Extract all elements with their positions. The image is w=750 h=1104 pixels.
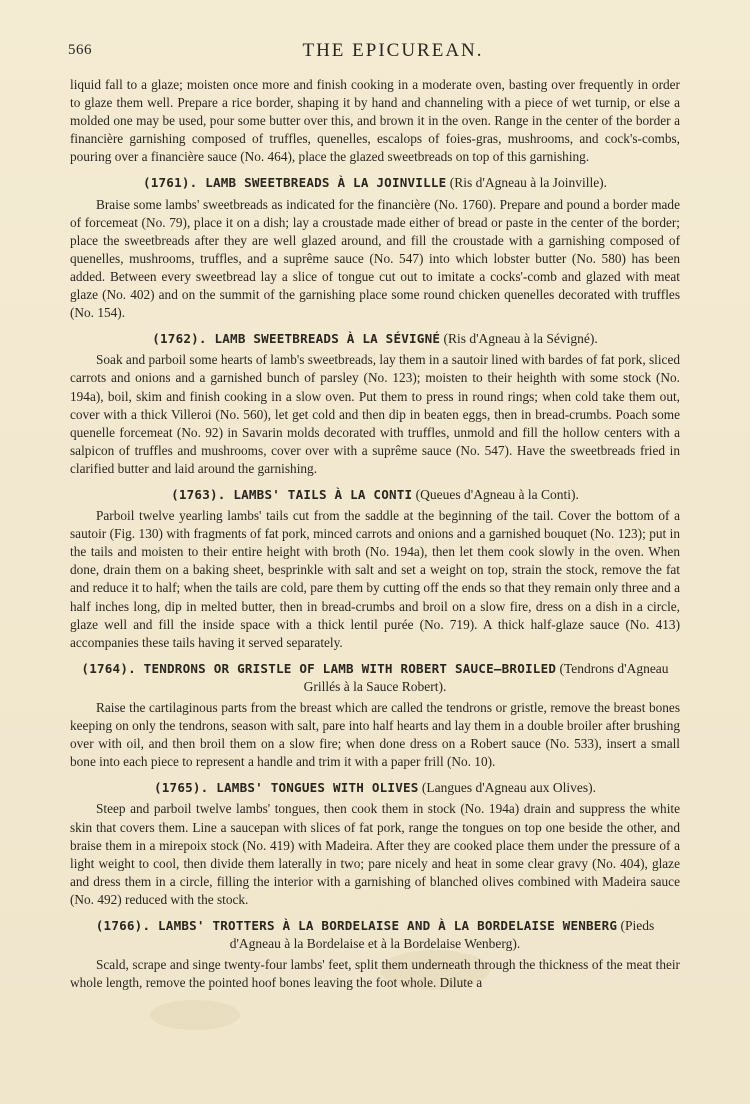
recipe-heading-1764: [70, 660, 680, 696]
recipe-heading-1761: [70, 174, 680, 192]
recipe-title: (1761). LAMB SWEETBREADS À LA JOINVILLE: [142, 175, 447, 191]
recipe-text-1764: Raise the cartilaginous parts from the breast which are called the tendrons or gristle, remove the breast bones keeping on only the tendrons, season with salt, pare into half hearts and lay them in a double broiler after brushing over with oil, and then broil them on a slow fire; when done dress on a Robert sauce (No. 533), insert a small bone into each piece to represent a handle and trim it with a paper frill (No. 10).: [70, 700, 680, 770]
recipe-title: (1764). TENDRONS OR GRISTLE OF LAMB WITH ROBERT SAUCE—BROILED: [81, 660, 557, 676]
recipe-text-1766: Scald, scrape and singe twenty-four lambs' feet, split them underneath through the thickness of the meat their whole length, remove the pointed hoof bones leaving the foot whole. Dilute a: [70, 957, 680, 991]
page-number: 566: [68, 42, 92, 58]
recipe-text-1761: Braise some lambs' sweetbreads as indicated for the financière (No. 1760). Prepare and pound a border made of forcemeat (No. 79), place it on a dish; lay a croustade made either of bread or paste in the center of the border; place the sweetbreads after they are well glazed around, and fill the croustade with a garnishing composed of quenelles, mushrooms, truffles, and a suprême sauce (No. 547) into which lobster butter (No. 580) has been added. Between every sweetbread lay a slice of tongue cut out to imitate a cocks'-comb and glazed with meat glaze (No. 402) and on the summit of the garnishing place some round chicken quenelles decorated with truffles (No. 154).: [70, 196, 680, 321]
recipe-french-title: (Ris d'Agneau à la Joinville).: [449, 175, 608, 191]
recipe-title: (1762). LAMB SWEETBREADS À LA SÉVIGNÉ: [152, 331, 441, 347]
paper-stain: [150, 1000, 240, 1030]
recipe-title: (1763). LAMBS' TAILS À LA CONTI: [171, 486, 413, 502]
recipe-french-title: (Ris d'Agneau à la Sévigné).: [443, 331, 598, 347]
recipe-french-title: (Langues d'Agneau aux Olives).: [421, 780, 597, 796]
intro-paragraph: liquid fall to a glaze; moisten once more and finish cooking in a moderate oven, basting over frequently in order to glaze them well. Prepare a rice border, shaping it by hand and channeling with a piece of wet turnip, or else a molded one may be used, pour some butter over this, and brown it in the oven. Range in the center of the border a financière garnishing composed of truffles, quenelles, escalops of foies-gras, mushrooms, and cock's-combs, pouring over a financière sauce (No. 464), place the glazed sweetbreads on top of this garnishing.: [70, 77, 680, 165]
running-title: THE EPICUREAN.: [302, 40, 484, 61]
recipe-heading-1762: [70, 330, 680, 348]
recipe-text-1762: Soak and parboil some hearts of lamb's sweetbreads, lay them in a sautoir lined with bardes of fat pork, sliced carrots and onions and a garnished bunch of parsley (No. 123); moisten to their heighth with some stock (No. 194a), boil, skim and finish cooking in a slow oven. Put them to press in round rings; when cold take them out, cover with a thick Villeroi (No. 560), let get cold and then dip in beaten eggs, then in bread-crumbs. Poach some quenelle forcemeat (No. 92) in Savarin molds decorated with truffles, unmold and fill the hollow centers with a salpicon of truffles and mushrooms, cover over with a suprême sauce (No. 547). Have the sweetbreads fried in clarified butter and laid around the garnishing.: [70, 352, 680, 476]
running-head: [68, 40, 688, 64]
recipe-title: (1765). LAMBS' TONGUES WITH OLIVES: [153, 780, 419, 796]
recipe-french-title: (Pieds d'Agneau à la Bordelaise et à la Bordelaise Wenberg).: [229, 918, 655, 952]
recipe-text-1763: Parboil twelve yearling lambs' tails cut from the saddle at the beginning of the tail. Cover the bottom of a sautoir (Fig. 130) with fragments of fat pork, minced carrots and onions and a garnished bouquet (No. 123); put in the tails and moisten to their entire height with broth (No. 194a), then let them cook slowly in the oven. When done, drain them on a baking sheet, besprinkle with salt and set a weight on top, strain the stock, remove the fat and reduce it to half; when the tails are cold, pare them by cutting off the ends so that they remain only three and a half inches long, dip in melted butter, then in bread-crumbs and broil on a slow fire, dress on a dish in a circle, glaze well and fill the inside space with a thick lentil purée (No. 719). A thick half-glaze sauce (No. 413) accompanies these tails having it served separately.: [70, 508, 680, 650]
recipe-french-title: (Tendrons d'Agneau Grillés à la Sauce Robert).: [303, 660, 669, 694]
recipe-title: (1766). LAMBS' TROTTERS À LA BORDELAISE AND À LA BORDELAISE WENBERG: [95, 918, 618, 934]
recipe-heading-1763: [70, 486, 680, 504]
recipe-text-1765: Steep and parboil twelve lambs' tongues, then cook them in stock (No. 194a) drain and suppress the white skin that covers them. Line a saucepan with slices of fat pork, range the tongues on top one beside the other, and braise them in a mirepoix stock (No. 419) with Madeira. After they are cooked place them under the pressure of a light weight to cool, then divide them laterally in two; pare nicely and heat in some clear gravy (No. 404), glaze and dress them in a circle, filling the interior with a garnishing of blanched olives combined with Madeira sauce (No. 492) reduced with the stock.: [70, 801, 680, 907]
recipe-heading-1766: [70, 917, 680, 953]
page-body: [70, 76, 680, 992]
recipe-french-title: (Queues d'Agneau à la Conti).: [415, 486, 579, 502]
recipe-heading-1765: [70, 779, 680, 797]
